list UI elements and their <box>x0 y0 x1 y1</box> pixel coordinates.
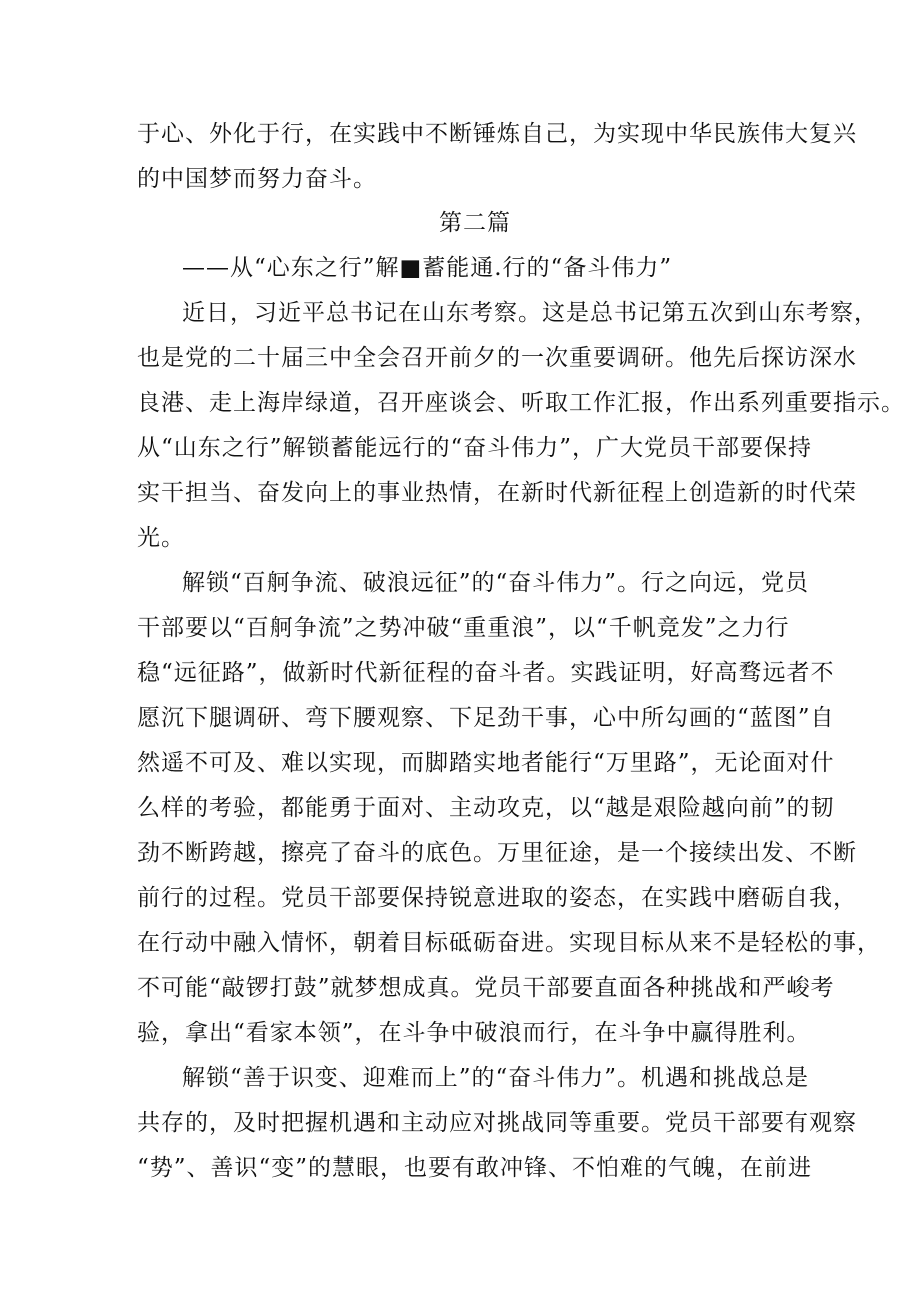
text-line: 的中国梦而努力奋斗。 <box>137 166 377 192</box>
text-line: 然遥不可及、难以实现，而脚踏实地者能行“万里路”，无论面对什 <box>137 750 835 776</box>
text-line: 劲不断跨越，擦亮了奋斗的底色。万里征途，是一个接续出发、不断 <box>137 840 857 866</box>
section-title: 第二篇 <box>439 210 511 236</box>
text-line: “势”、善识“变”的慧眼，也要有敢冲锋、不怕难的气魄，在前进 <box>137 1155 813 1181</box>
text-line: 不可能“敲锣打鼓”就梦想成真。党员干部要直面各种挑战和严峻考 <box>137 975 835 1001</box>
text-line: 在行动中融入情怀，朝着目标砥砺奋进。实现目标从来不是轻松的事， <box>137 930 881 956</box>
text-line: 愿沉下腿调研、弯下腰观察、下足劲干事，心中所勾画的“蓝图”自 <box>137 705 835 731</box>
text-line: 验，拿出“看家本领”，在斗争中破浪而行，在斗争中赢得胜利。 <box>137 1020 811 1046</box>
text-line: 良港、走上海岸绿道，召开座谈会、听取工作汇报，作出系列重要指示。 <box>137 390 905 416</box>
text-line: 解锁“百舸争流、破浪远征”的“奋斗伟力”。行之向远，党员 <box>182 570 810 596</box>
text-line: 前行的过程。党员干部要保持锐意进取的姿态，在实践中磨砺自我， <box>137 885 857 911</box>
text-line: 么样的考验，都能勇于面对、主动攻克，以“越是艰险越向前”的韧 <box>137 795 835 821</box>
text-line: 从“山东之行”解锁蓄能远行的“奋斗伟力”，广大党员干部要保持 <box>137 435 813 461</box>
text-line: 光。 <box>137 525 185 551</box>
section-subtitle: ——从“心东之行”解■蓄能通.行的“备斗伟力” <box>182 255 673 281</box>
text-line: 于心、外化于行，在实践中不断锤炼自己，为实现中华民族伟大复兴 <box>137 121 857 147</box>
text-line: 干部要以“百舸争流”之势冲破“重重浪”，以“千帆竞发”之力行 <box>137 615 790 641</box>
text-line: 也是党的二十届三中全会召开前夕的一次重要调研。他先后探访深水 <box>137 345 857 371</box>
text-line: 近日，习近平总书记在山东考察。这是总书记第五次到山东考察， <box>182 300 878 326</box>
text-line: 共存的，及时把握机遇和主动应对挑战同等重要。党员干部要有观察 <box>137 1110 857 1136</box>
text-line: 实干担当、奋发向上的事业热情，在新时代新征程上创造新的时代荣 <box>137 480 857 506</box>
text-line: 解锁“善于识变、迎难而上”的“奋斗伟力”。机遇和挑战总是 <box>182 1065 810 1091</box>
text-line: 稳“远征路”，做新时代新征程的奋斗者。实践证明，好高骛远者不 <box>137 660 835 686</box>
